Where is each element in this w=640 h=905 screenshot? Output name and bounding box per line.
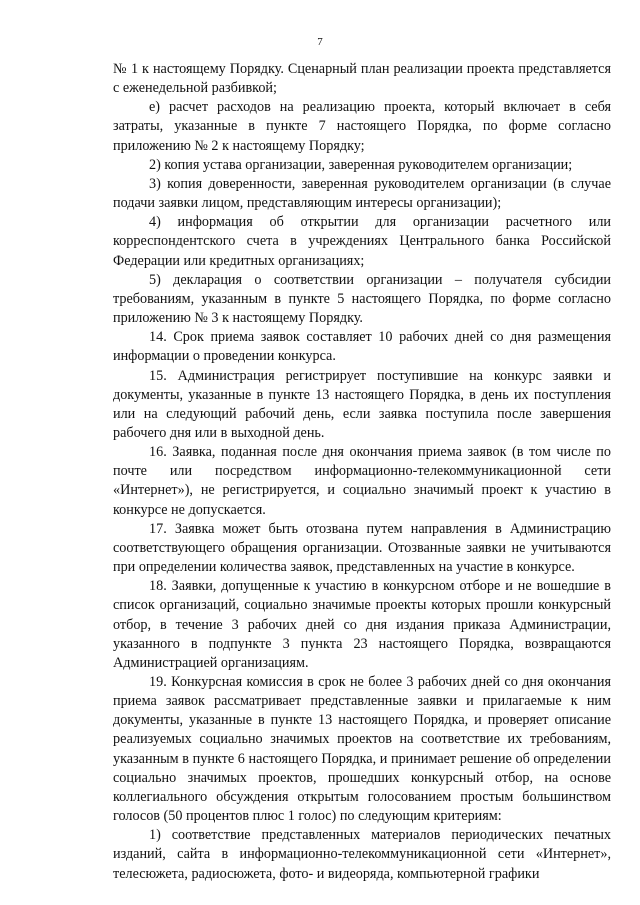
paragraph: 15. Администрация регистрирует поступившие на конкурс заявки и документы, указанные в пункте 13 настоящего Порядка, в день их поступления или на следующий рабочий день, если заявка поступила после завершения рабочего дня или в выходной день. [113, 367, 611, 441]
paragraph: 4) информация об открытии для организации расчетного или корреспондентского счета в учреждениях Центрального банка Российской Федерации или кредитных организациях; [113, 214, 611, 269]
paragraph: 14. Срок приема заявок составляет 10 рабочих дней со дня размещения информации о проведении конкурса. [113, 329, 611, 365]
paragraph: 1) соответствие представленных материалов периодических печатных изданий, сайта в информационно-телекоммуникационной сети «Интернет», телесюжета, радиосюжета, фото- и видеоряда, компьютерной графики [113, 827, 611, 882]
paragraph: 18. Заявки, допущенные к участию в конкурсном отборе и не вошедшие в список организаций, социально значимые проекты которых прошли конкурсный отбор, в течение 3 рабочих дней со дня издания приказа Администрации, указанного в подпункте 3 пункта 23 настоящего Порядка, возвращаются Администрацией организациям. [113, 578, 611, 671]
paragraph: 16. Заявка, поданная после дня окончания приема заявок (в том числе по почте или посредством информационно-телекоммуникационной сети «Интернет»), не регистрируется, и социально значимый проект к участию в конкурсе не допускается. [113, 444, 611, 518]
paragraph: 19. Конкурсная комиссия в срок не более 3 рабочих дней со дня окончания приема заявок рассматривает представленные заявки и прилагаемые к ним документы, указанные в пункте 13 настоящего Порядка, и проверяет описание реализуемых социально значимых проектов на соответствие их требованиям, указанным в пункте 6 настоящего Порядка, и принимает решение об определении социально значимых проектов, прошедших конкурсный отбор, на основе коллегиального обсуждения открытым голосованием простым большинством голосов (50 процентов плюс 1 голос) по следующим критериям: [113, 674, 611, 825]
paragraph: 5) декларация о соответствии организации – получателя субсидии требованиям, указанным в пункте 5 настоящего Порядка, по форме согласно приложению № 3 к настоящему Порядку. [113, 271, 611, 327]
paragraph: 2) копия устава организации, заверенная руководителем организации; [149, 156, 573, 173]
continuation-paragraph: № 1 к настоящему Порядку. Сценарный план реализации проекта представляется с еженедельной разбивкой; [113, 61, 611, 97]
document-body [113, 60, 611, 884]
paragraph: е) расчет расходов на реализацию проекта, который включает в себя затраты, указанные в пункте 7 настоящего Порядка, по форме согласно приложению № 2 к настоящему Порядку; [113, 99, 611, 154]
paragraph: 3) копия доверенности, заверенная руководителем организации (в случае подачи заявки лицом, представляющим интересы организации); [113, 175, 611, 212]
paragraph: 17. Заявка может быть отозвана путем направления в Администрацию соответствующего обращения организации. Отозванные заявки не учитываются при определении количества заявок, представленных на участие в конкурсе. [113, 520, 611, 576]
page-number: 7 [317, 36, 323, 48]
